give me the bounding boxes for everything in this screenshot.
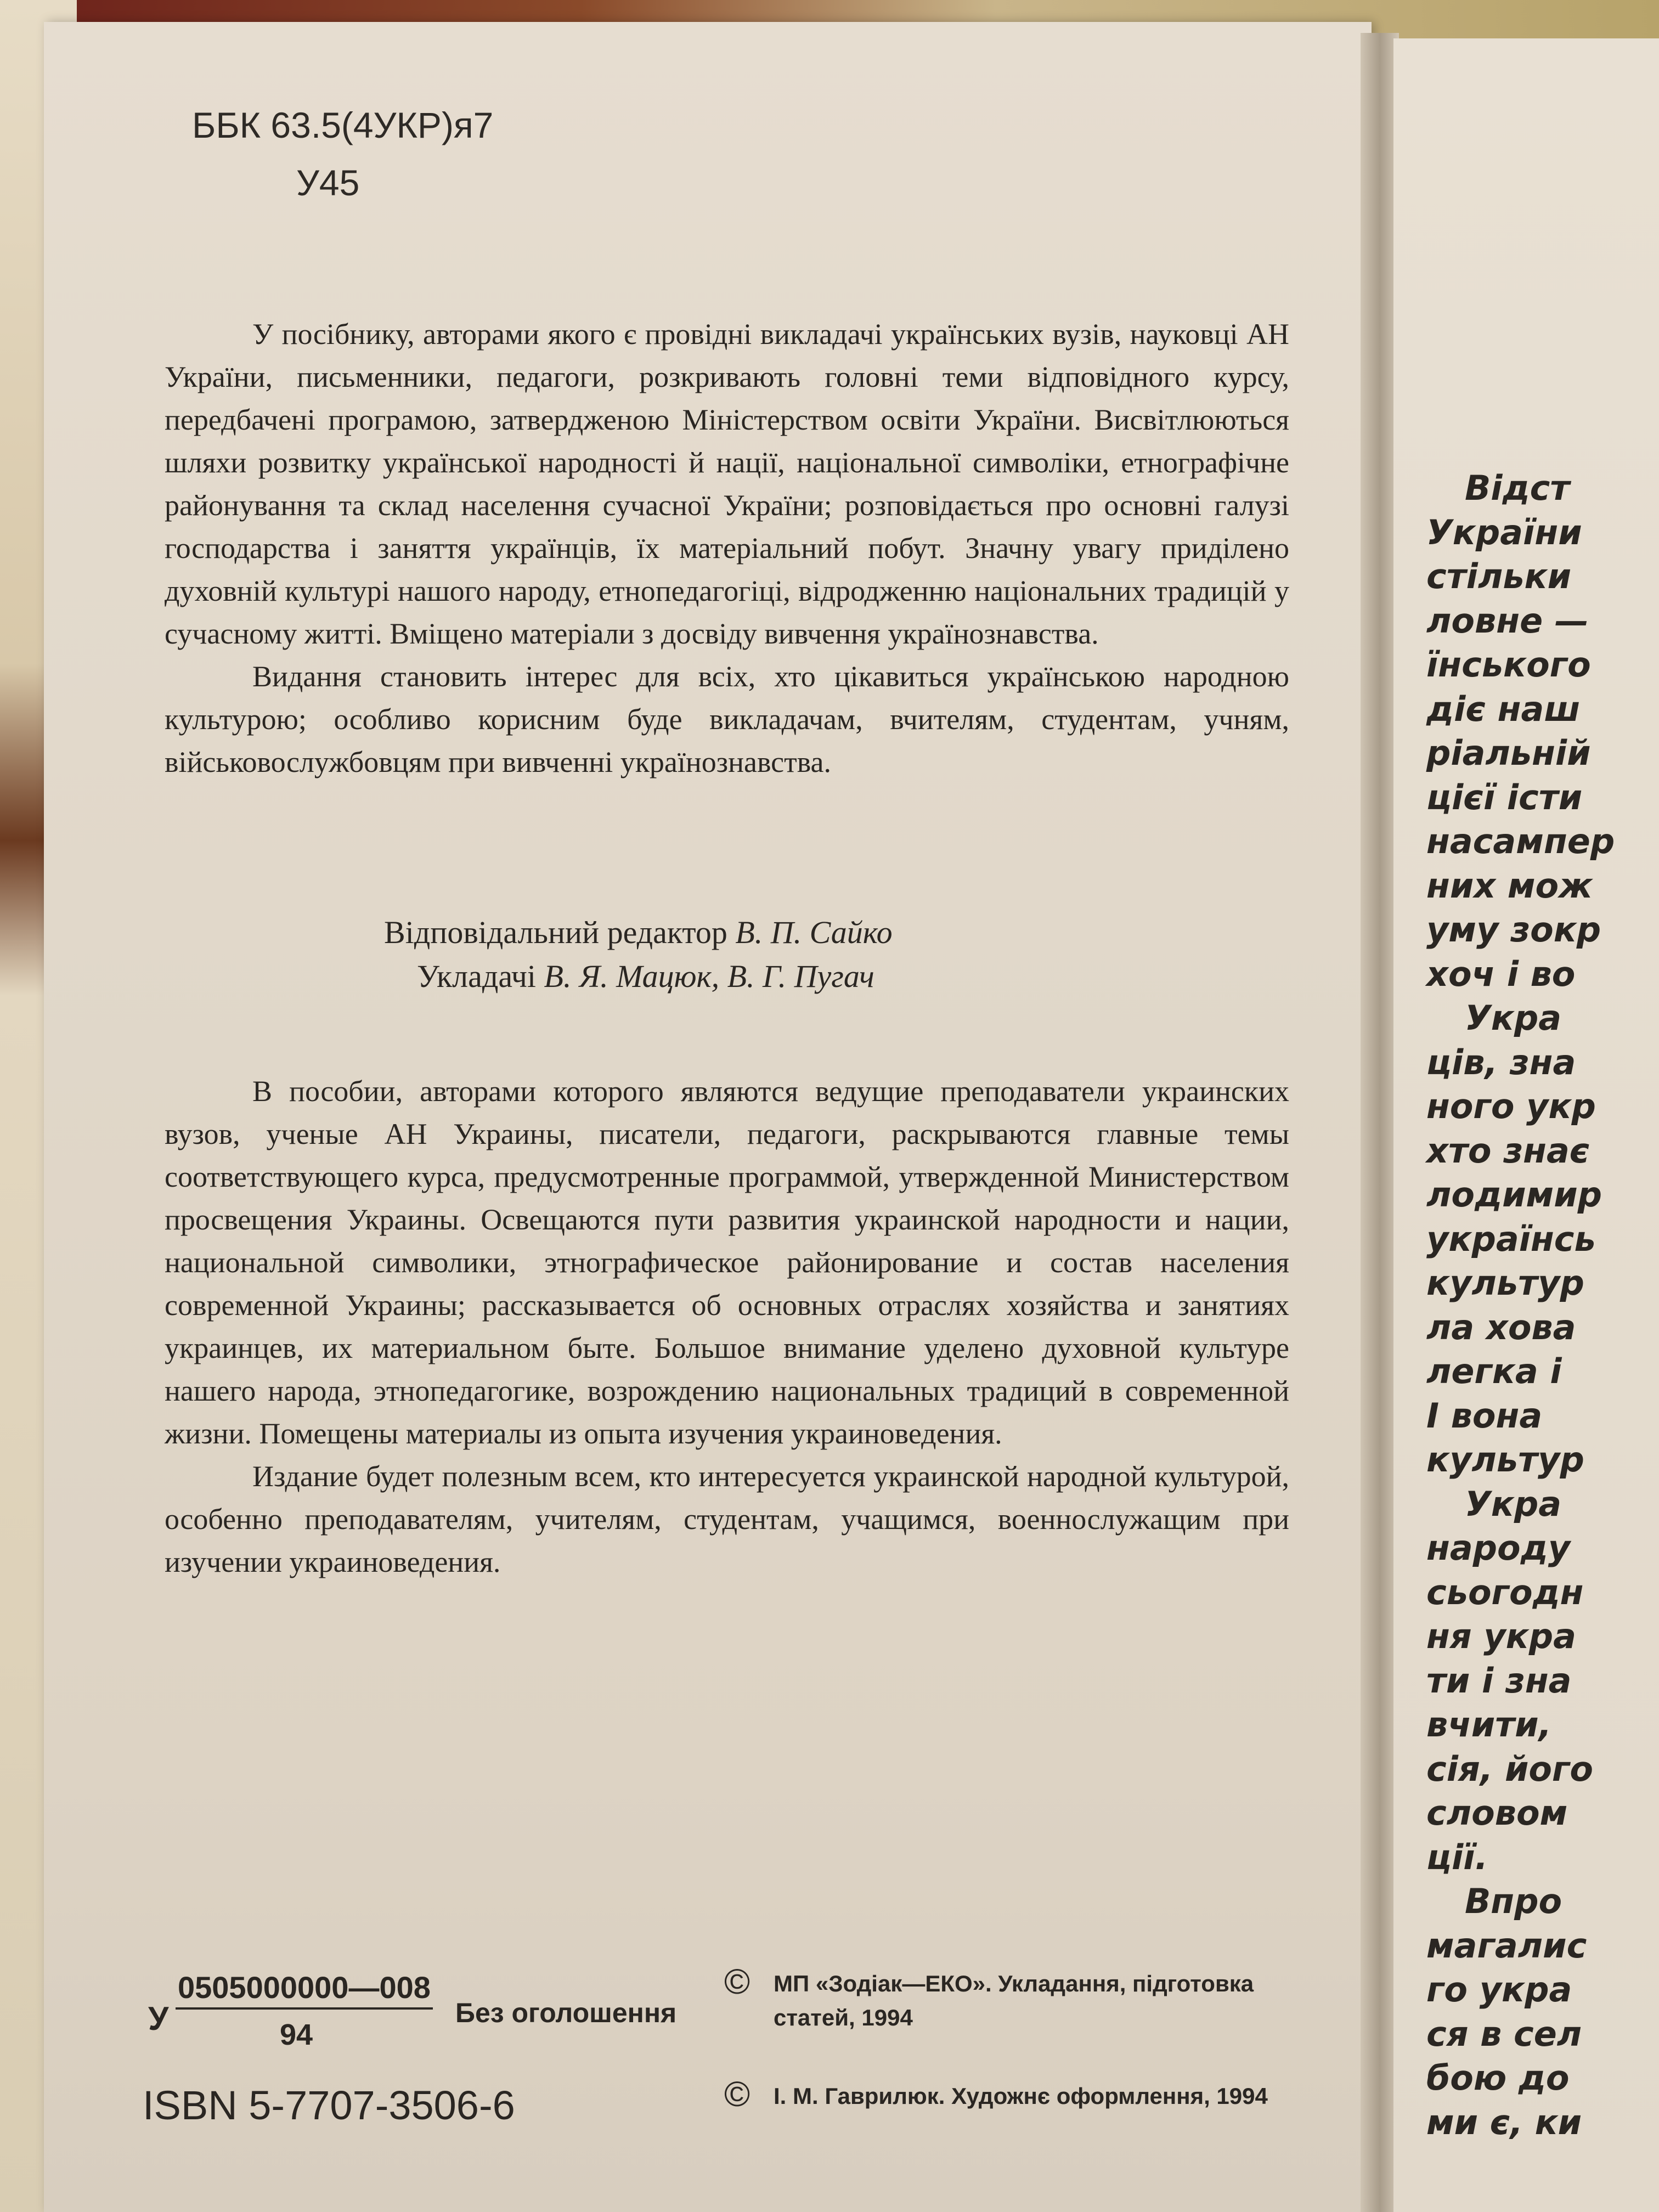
right-page-line: Укра: [1465, 998, 1562, 1038]
right-page-line: ся в сел: [1426, 2013, 1582, 2054]
right-page-line: стільки: [1426, 556, 1572, 596]
right-page-line: го укра: [1426, 1970, 1572, 2010]
right-page-line: ми є, ки: [1426, 2102, 1582, 2142]
compilers-names: В. Я. Мацюк, В. Г. Пугач: [544, 958, 874, 994]
isbn: ISBN 5-7707-3506-6: [143, 2083, 515, 2128]
right-page-line: ції.: [1426, 1837, 1488, 1877]
copyright-artist: [724, 2074, 1284, 2114]
annotation-paragraph: У посібнику, авторами якого є провідні викладачі українських вузів, науковці АН України, письменники, педагоги, розкривають головні теми відповідного курсу, передбачені програмою, затвердженою Міністерством освіти України. Висвітлюються шляхи розвитку української народності й нації, національної символіки, етнографічне районування та склад населення сучасної України; розповідається про основні галузі господарства і заняття українців, їх матеріальний побут. Значну увагу приділено духовній культурі нашого народу, етнопедагогіці, відродженню національних традицій у сучасному житті. Вміщено матеріали з досвіду вивчення українознавства.: [165, 318, 1289, 650]
right-page-line: України: [1426, 512, 1582, 552]
right-page-line: вчити,: [1426, 1705, 1552, 1745]
imprint-letter: У: [148, 2000, 169, 2037]
right-page-line: їнського: [1426, 645, 1591, 685]
copyright-publisher: [724, 1962, 1284, 2035]
right-page-line: Укра: [1465, 1483, 1562, 1524]
right-page-line: ня укра: [1426, 1616, 1576, 1656]
editor-label: Відповідальний редактор: [384, 915, 727, 950]
right-page-line: народу: [1426, 1528, 1571, 1568]
annotation-russian: [165, 1070, 1289, 1583]
right-page-line: ців, зна: [1426, 1042, 1576, 1082]
right-page-line: сьогодн: [1426, 1572, 1584, 1612]
right-page-line: лодимир: [1426, 1175, 1602, 1215]
no-announcement: Без оголошення: [455, 1997, 677, 2028]
right-page-line: бою до: [1426, 2058, 1570, 2098]
annotation-paragraph: В пособии, авторами которого являются ведущие преподаватели украинских вузов, ученые АН Украины, писатели, педагоги, раскрываются главные темы соответствующего курса, предусмотренные программой, утвержденной Министерством просвещения Украины. Освещаются пути развития украинской народности и нации, национальной символики, этнографическое районирование и состав населения современной Украины; рассказывается об основных отраслях хозяйства и занятиях украинцев, их материальном быте. Большое внимание уделено духовной культуре нашего народа, этнопедагогике, возрождению национальных традиций в современной жизни. Помещены материалы из опыта изучения украиноведения.: [165, 1075, 1289, 1450]
compilers-label: Укладачі: [417, 958, 537, 994]
right-page-line: ти і зна: [1426, 1660, 1572, 1701]
right-page-line: словом: [1426, 1793, 1568, 1833]
right-page-line: Впро: [1465, 1881, 1562, 1921]
annotation-ukrainian: [165, 313, 1289, 783]
editor-line: [384, 911, 1262, 955]
copyright-text: МП «Зодіак—ЕКО». Укладання, підготовка статей, 1994: [774, 1971, 1254, 2030]
right-page-line: діє наш: [1426, 689, 1581, 729]
compilers-line: [384, 955, 1262, 998]
annotation-paragraph: Видання становить інтерес для всіх, хто цікавиться українською народною культурою; особливо корисним буде викладачам, вчителям, студентам, учням, військовослужбовцям при вивченні українознавства.: [165, 660, 1289, 778]
right-page-line: магалис: [1426, 1925, 1587, 1966]
right-page-line: них мож: [1426, 865, 1593, 906]
right-page-line: сія, його: [1426, 1748, 1593, 1789]
right-page-text: [1393, 466, 1659, 2145]
imprint-numerator: 0505000000—008: [176, 1970, 433, 2010]
right-page-line: культур: [1426, 1263, 1584, 1303]
right-page-line: ловне —: [1426, 600, 1589, 641]
imprint-denominator: 94: [280, 2018, 313, 2051]
copyright-icon: ©: [724, 2074, 751, 2114]
author-sign-code: У45: [296, 162, 360, 203]
credits: [384, 911, 1262, 998]
annotation-paragraph: Издание будет полезным всем, кто интересуется украинской народной культурой, особенно преподавателям, учителям, студентам, учащимся, военнослужащим при изучении украиноведения.: [165, 1460, 1289, 1578]
right-page-line: ріальній: [1426, 733, 1591, 773]
right-page-line: легка і: [1426, 1351, 1562, 1391]
book-page-right: [1393, 38, 1659, 2212]
right-page-line: Відст: [1465, 468, 1570, 508]
right-page-line: культур: [1426, 1440, 1584, 1480]
right-page-line: уму зокр: [1426, 910, 1601, 950]
right-page-line: хоч і во: [1426, 953, 1576, 994]
right-page-line: хто знає: [1426, 1130, 1590, 1171]
bbk-classification: ББК 63.5(4УКР)я7: [192, 105, 494, 145]
copyright-icon: ©: [724, 1962, 751, 2001]
right-page-line: ла хова: [1426, 1307, 1576, 1347]
right-page-line: І вона: [1426, 1395, 1543, 1436]
right-page-line: насампер: [1426, 821, 1615, 861]
right-page-line: українсь: [1426, 1218, 1596, 1259]
right-page-line: ного укр: [1426, 1086, 1596, 1126]
editor-name: В. П. Сайко: [735, 915, 893, 950]
right-page-line: цієї істи: [1426, 777, 1583, 817]
copyright-text: І. М. Гаврилюк. Художнє оформлення, 1994: [774, 2083, 1268, 2109]
